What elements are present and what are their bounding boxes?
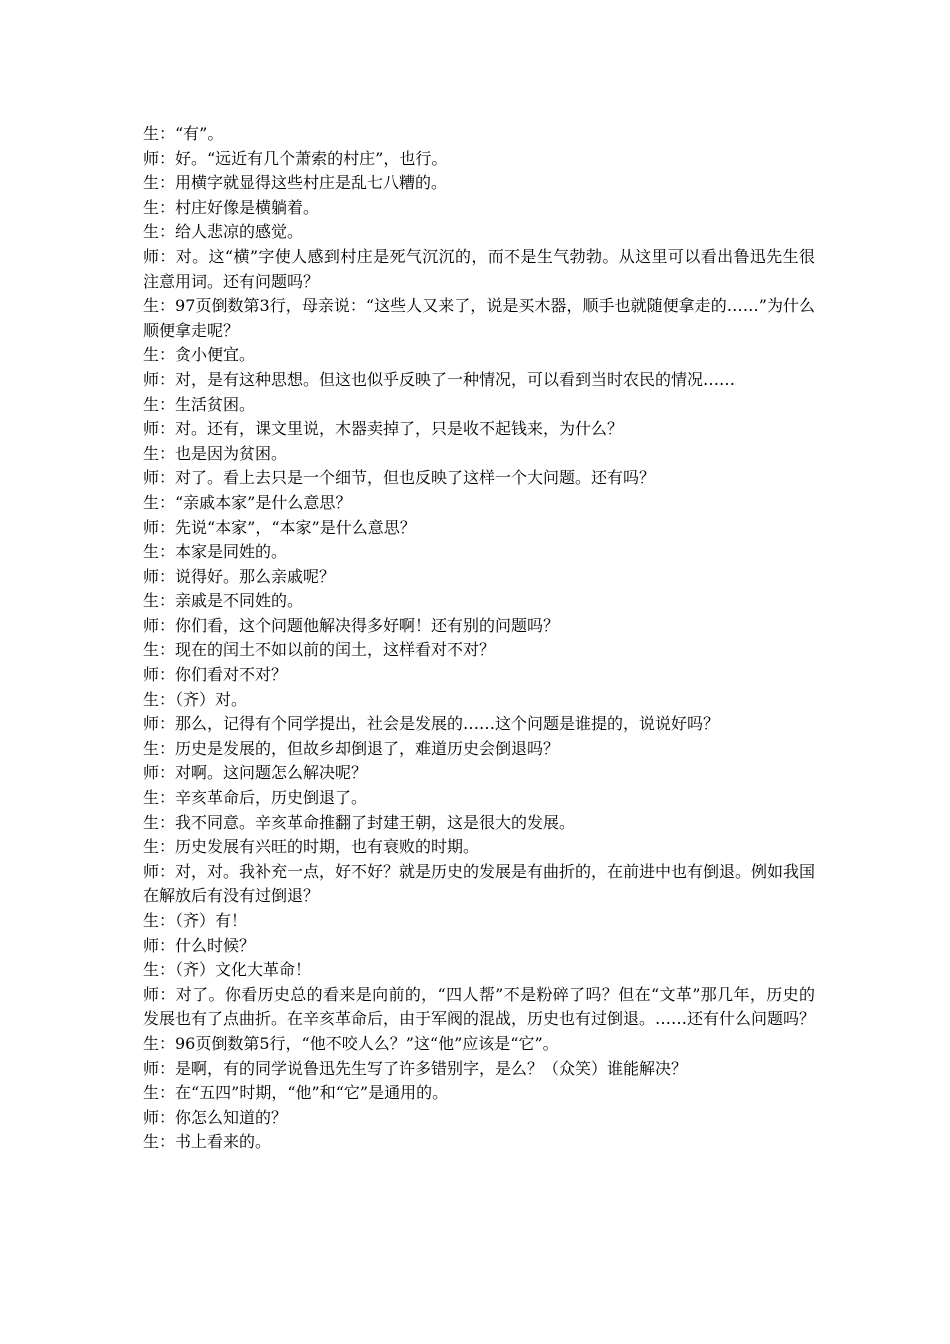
dialogue-line: 生：现在的闰土不如以前的闰土，这样看对不对？ bbox=[143, 640, 496, 660]
dialogue-line: 师：什么时候？ bbox=[143, 935, 256, 955]
dialogue-line: 师：那么，记得有个同学提出，社会是发展的……这个问题是谁提的，说说好吗？ bbox=[143, 714, 720, 734]
dialogue-line: 生：（齐）有！ bbox=[143, 911, 248, 930]
dialogue-line: 生：给人悲凉的感觉。 bbox=[143, 222, 304, 242]
dialogue-line: 生：书上看来的。 bbox=[143, 1132, 272, 1152]
dialogue-line: 师：对了。看上去只是一个细节，但也反映了这样一个大问题。还有吗？ bbox=[143, 468, 656, 488]
dialogue-line: 生：“亲戚本家”是什么意思？ bbox=[143, 492, 352, 512]
dialogue-line: 生：辛亥革命后，历史倒退了。 bbox=[143, 788, 368, 808]
dialogue-line: 生：也是因为贫困。 bbox=[143, 443, 288, 463]
dialogue-line: 师：对，是有这种思想。但这也似乎反映了一种情况，可以看到当时农民的情况…… bbox=[143, 369, 736, 389]
dialogue-line: 师：对。这“横”字使人感到村庄是死气沉沉的，而不是生气勃勃。从这里可以看出鲁迅先生很注意用词。还有问题吗？ bbox=[143, 246, 815, 291]
dialogue-line: 师：好。“远近有几个萧索的村庄”，也行。 bbox=[143, 148, 448, 168]
dialogue-line: 生：“有”。 bbox=[143, 124, 224, 143]
dialogue-line: 生：我不同意。辛亥革命推翻了封建王朝，这是很大的发展。 bbox=[143, 812, 576, 832]
dialogue-line: 师：对。还有，课文里说，木器卖掉了，只是收不起钱来，为什么？ bbox=[143, 419, 624, 439]
dialogue-line: 生：在“五四”时期，“他”和“它”是通用的。 bbox=[143, 1083, 449, 1103]
dialogue-line: 生：（齐）文化大革命！ bbox=[143, 960, 312, 980]
dialogue-line: 生：贪小便宜。 bbox=[143, 345, 256, 365]
dialogue-line: 生：生活贫困。 bbox=[143, 394, 256, 414]
dialogue-line: 师：你怎么知道的？ bbox=[143, 1107, 288, 1127]
dialogue-line: 生：村庄好像是横躺着。 bbox=[143, 197, 320, 217]
dialogue-line: 生：用横字就显得这些村庄是乱七八糟的。 bbox=[143, 173, 448, 193]
dialogue-line: 生：（齐）对。 bbox=[143, 689, 248, 709]
dialogue-line: 生：97页倒数第3行，母亲说：“这些人又来了，说是买木器，顺手也就随便拿走的……”为什么顺便拿走呢？ bbox=[143, 296, 815, 340]
dialogue-line: 生：历史是发展的，但故乡却倒退了，难道历史会倒退吗？ bbox=[143, 738, 560, 758]
dialogue-line: 师：对啊。这问题怎么解决呢？ bbox=[143, 763, 368, 783]
dialogue-line: 师：先说“本家”，“本家”是什么意思？ bbox=[143, 517, 416, 537]
dialogue-line: 生：本家是同姓的。 bbox=[143, 542, 288, 562]
dialogue-line: 师：说得好。那么亲戚呢？ bbox=[143, 566, 336, 586]
dialogue-line: 师：是啊，有的同学说鲁迅先生写了许多错别字，是么？（众笑）谁能解决？ bbox=[143, 1058, 688, 1078]
dialogue-transcript bbox=[143, 122, 815, 1155]
dialogue-line: 师：对了。你看历史总的看来是向前的，“四人帮”不是粉碎了吗？但在“文革”那几年，历史的发展也有了点曲折。在辛亥革命后，由于军阀的混战，历史也有过倒退。……还有什么问题吗？ bbox=[143, 984, 816, 1029]
dialogue-line: 生：历史发展有兴旺的时期，也有衰败的时期。 bbox=[143, 837, 480, 857]
dialogue-line: 生：96页倒数第5行，“他不咬人么？”这“他”应该是“它”。 bbox=[143, 1033, 559, 1053]
dialogue-line: 师：对，对。我补充一点，好不好？就是历史的发展是有曲折的，在前进中也有倒退。例如我国在解放后有没有过倒退？ bbox=[143, 861, 816, 906]
dialogue-line: 生：亲戚是不同姓的。 bbox=[143, 591, 304, 611]
dialogue-line: 师：你们看，这个问题他解决得多好啊！还有别的问题吗？ bbox=[143, 615, 560, 635]
dialogue-line: 师：你们看对不对？ bbox=[143, 665, 288, 685]
